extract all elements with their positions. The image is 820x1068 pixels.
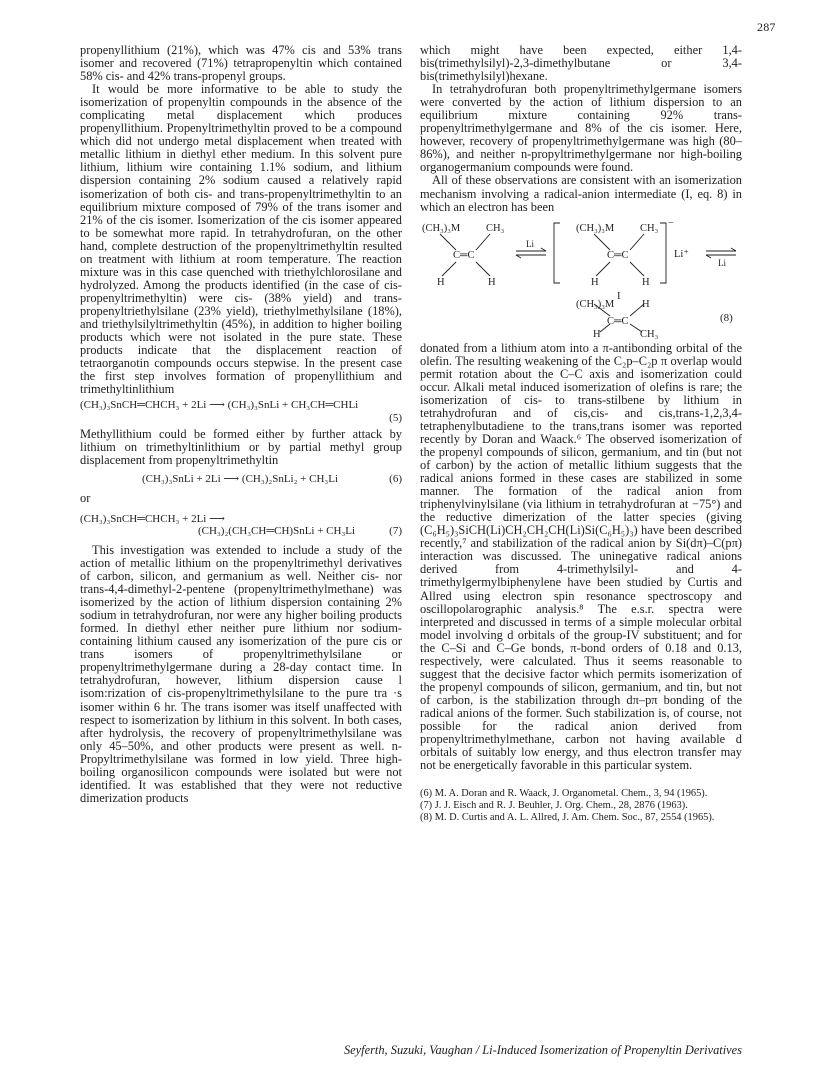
scheme-mid-double-bond: C═C (607, 249, 629, 261)
paragraph-electron-donation: donated from a lithium atom into a π-antibonding orbital of the olefin. The resulting weakening of the C₂p–C₂p π overlap would permit rotation about the C–C axis and isomerization could occur. Alkali metal induced isomerization of olefins is rare; the isomerization of cis- to trans-stilbene by lithium in tetrahydrofuran and of cis,cis- and cis,trans-1,2,3,4-tetraphenylbutadiene to the trans,trans isomer was reported recently by Doran and Waack.⁶ The observed isomerization of the propenyl compounds of silicon, germanium, and tin (but not of carbon) by the action of metallic lithium suggests that the radical anions formed in these cases are stabilized in some manner. The formation of the radical anion from triphenylvinylsilane (via lithium in tetrahydrofuran at −75°) and the reductive dimerization of the latter species (giving (C₆H₅)₃SiCH(Li)CH₂CH₂CH(Li)Si(C₆H₅)₃) have been described recently,⁷ and stabilization of the radical anion by Si(dπ)–C(pπ) interaction was discussed. The uninegative radical anions derived from 4-trimethylsilyl- and 4-trimethylgermylbiphenylene have been studied by Curtis and Allred using electron spin resonance spectroscopy and oscillopolarographic analysis.⁸ The e.s.r. spectra were interpreted and discussed in terms of a simple molecular orbital model involving d orbitals of the group-IV substituent; and for the C–Si and C–Ge bonds, π-bond orders of 0.18 and 0.13, respectively, were calculated. Thus it seems reasonable to suggest that the decisive factor which permits isomerization of the propenyl compounds of silicon, germanium, and tin, but not of carbon, is the stabilization through dπ–pπ bonding of the radical anions of the former. Such stabilization is, of course, not possible for the radical anion derived from propenyltrimethylmethane, carbon not having available d orbitals of suitably low energy, and thus electron transfer may not be energetically favorable in this particular system. (420, 340, 742, 773)
footnote-6: (6) M. A. Doran and R. Waack, J. Organometal. Chem., 3, 94 (1965). (420, 788, 708, 800)
equation-7 (80, 513, 402, 538)
scheme-lower-h1: H (642, 298, 650, 310)
scheme-arrow1-reagent: Li (526, 238, 534, 249)
footnote-8: (8) M. D. Curtis and A. L. Allred, J. Am. Chem. Soc., 87, 2554 (1965). (420, 812, 715, 824)
paragraph-methyllithium: Methyllithium could be formed either by further attack by lithium on trimethyltinlithium or by partial methyl group displacement from propenyltrimethyltin (80, 427, 402, 468)
page-number: 287 (757, 20, 776, 34)
scheme-lower-double-bond: C═C (607, 315, 629, 327)
scheme-left-double-bond: C═C (453, 249, 475, 261)
paragraph-observations-consistent: All of these observations are consistent with an isomerization mechanism involving a radical-anion intermediate (I, eq. 8) in which an electron has been (420, 173, 742, 214)
scheme-lower-methyl: CH₃ (640, 328, 659, 340)
equation-7-number: (7) (389, 525, 402, 538)
scheme-lower-h2: H (593, 328, 601, 340)
paragraph-propenyllithium-results: propenyllithium (21%), which was 47% cis and 53% trans isomer and recovered (71%) tetrapropenyltin which contained 58% cis- and 42% trans-propenyl groups. (80, 43, 402, 84)
left-column (80, 44, 402, 805)
scheme-lower-metal-group: (CH₃)₃M (576, 298, 615, 310)
paragraph-propenyltin-isomerization: It would be more informative to be able to study the isomerization of propenyltin compounds in the absence of the complicating metal displacement which produces propenyllithium. Propenyltrimethyltin proved to be a compound which did not undergo metal displacement when treated with metallic lithium in diethyl ether medium. In this solvent pure lithium, lithium wire containing 1.1% sodium, and lithium dispersion containing 2% sodium caused a relatively rapid isomerization of both cis- and trans-propenyltrimethyltin to an equilibrium mixture composed of 79% of the trans isomer and 21% of the cis isomer. Isomerization of the cis isomer appeared to be somewhat more rapid. In tetrahydrofuran, on the other hand, complete destruction of the propenyltrimethyltin resulted on treatment with lithium at room temperature. The reaction mixture was in this case quenched with triethylchlorosilane and hydrolyzed. Among the products identified (in the case of cis-propenyltrimethyltin) were cis- (38% yield) and trans-propenyltriethylsilane (23% yield), triethylmethylsilane (18%), and triethylsilyltrimethyltin (45%), in addition to higher boiling products which were not isolated in the pure state. These products indicate that the displacement reaction of tetraorganotin compounds occurs stepwise. In the present case the first step involves formation of propenyllithium and trimethyltinlithium (80, 82, 402, 397)
scheme-radical-anion-charge: − (668, 217, 674, 229)
equation-7-line1: (CH₃)₃SnCH═CHCH₃ + 2Li ⟶ (80, 512, 225, 525)
scheme-left-methyl: CH₃ (486, 222, 505, 234)
scheme-lithium-cation: Li⁺ (674, 248, 689, 260)
equation-or: or (80, 490, 91, 505)
running-footer: Seyferth, Suzuki, Vaughan / Li-Induced Isomerization of Propenyltin Derivatives (343, 1043, 742, 1057)
scheme-left-h1: H (437, 276, 445, 288)
scheme-bonds (420, 220, 742, 338)
scheme-mid-methyl: CH₃ (640, 222, 659, 234)
scheme-mid-metal-group: (CH₃)₃M (576, 222, 615, 234)
paragraph-investigation-extended: This investigation was extended to include a study of the action of metallic lithium on the propenyltrimethyl derivatives of carbon, silicon, and germanium as well. Neither cis- nor trans-4,4-dimethyl-2-pentene (propenyltrimethylmethane) was isomerized by the action of lithium dispersion containing 2% sodium in tetrahydrofuran, nor were any higher boiling products formed. In diethyl ether neither pure lithium nor sodium-containing lithium caused any isomerization of the pure cis or trans isomers of propenyltrimethylsilane or propenyltrimethylgermane during a 28-day contact time. In tetrahydrofuran, however, lithium dispersion cause l isom:rization of cis-propenyltrimethylsilane to the pure tra ·s isomer within 6 hr. The trans isomer was itself unaffected with respect to isomerization by lithium in this solvent. In both cases, after hydrolysis, the recovery of propenyltrimethylsilane was only 45–50%, and other products were present as well. n-Propyltrimethylsilane was formed in low yield. Three high-boiling organosilicon compounds were isolated but were not identified. It was established that they were not reductive dimerization products (80, 542, 402, 805)
equation-6 (80, 473, 402, 486)
scheme-arrow2-reagent: Li (718, 257, 726, 268)
scheme-mid-h2: H (642, 276, 650, 288)
equation-6-text: (CH₃)₃SnLi + 2Li ⟶ (CH₃)₂SnLi₂ + CH₃Li (142, 473, 339, 486)
equation-7-line2: (CH₃)₂(CH₃CH═CH)SnLi + CH₃Li (198, 525, 356, 538)
equation-5-number: (5) (389, 411, 402, 424)
equation-5 (80, 399, 402, 424)
scheme-left-metal-group: (CH₃)₃M (422, 222, 461, 234)
scheme-equation-number: (8) (720, 311, 733, 324)
scheme-left-h2: H (488, 276, 496, 288)
scheme-mid-h1: H (591, 276, 599, 288)
scheme-intermediate-label: I (617, 290, 621, 302)
footnotes (420, 788, 742, 824)
paragraph-thf-germane: In tetrahydrofuran both propenyltrimethylgermane isomers were converted by the action of lithium dispersion to an equilibrium mixture containing 92% trans-propenyltrimethylgermane and 8% of the cis isomer. Here, however, recovery of propenyltrimethylgermane was high (80–86%), and neither n-propyltrimethylgermane nor high-boiling organogermanium compounds were found. (420, 82, 742, 175)
right-column (420, 44, 742, 824)
equation-6-number: (6) (389, 473, 402, 486)
paragraph-dimerization-products: which might have been expected, either 1,4-bis(trimethylsilyl)-2,3-dimethylbutane or 3,4-bis(trimethylsilyl)hexane. (420, 43, 742, 84)
reaction-scheme-8 (420, 217, 742, 340)
footnote-7: (7) J. J. Eisch and R. J. Beuhler, J. Org. Chem., 28, 2876 (1963). (420, 800, 688, 812)
equation-5-text: (CH₃)₃SnCH═CHCH₃ + 2Li ⟶ (CH₃)₃SnLi + CH₃CH═CHLi (80, 399, 359, 412)
